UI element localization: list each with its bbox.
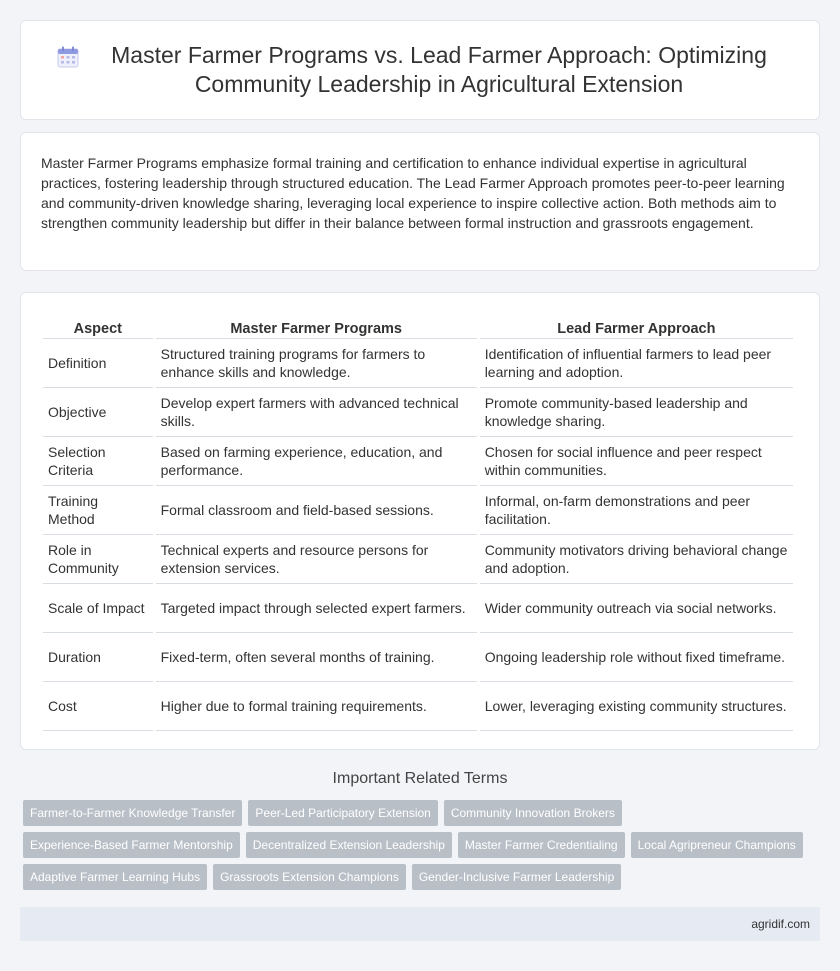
related-term-tag[interactable]: Decentralized Extension Leadership [246, 832, 452, 858]
table-row [43, 633, 793, 682]
row-lead-value: Lower, leveraging existing community structures. [480, 682, 793, 731]
header-master-farmer: Master Farmer Programs [156, 311, 477, 339]
related-terms-tags [20, 800, 810, 890]
intro-paragraph: Master Farmer Programs emphasize formal training and certification to enhance individual expertise in agricultural practices, fostering leadership through structured education. The Lead Farmer Approach promotes peer-to-peer learning and community-driven knowledge sharing, leveraging local experience to inspire collective action. Both methods aim to strengthen community leadership but differ in their balance between formal instruction and grassroots engagement. [41, 155, 785, 231]
row-master-value: Higher due to formal training requirements. [156, 682, 477, 731]
row-master-value: Targeted impact through selected expert farmers. [156, 584, 477, 633]
related-term-tag[interactable]: Community Innovation Brokers [444, 800, 622, 826]
related-term-tag[interactable]: Experience-Based Farmer Mentorship [23, 832, 240, 858]
row-master-value: Technical experts and resource persons for extension services. [156, 535, 477, 584]
related-term-tag[interactable]: Farmer-to-Farmer Knowledge Transfer [23, 800, 242, 826]
row-lead-value: Informal, on-farm demonstrations and peer facilitation. [480, 486, 793, 535]
header-aspect: Aspect [43, 311, 153, 339]
row-aspect: Objective [43, 388, 153, 437]
page-title: Master Farmer Programs vs. Lead Farmer Approach: Optimizing Community Leadership in Agricultural Extension [111, 42, 767, 97]
related-term-tag[interactable]: Master Farmer Credentialing [458, 832, 625, 858]
table-row [43, 535, 793, 584]
calendar-icon [56, 45, 80, 74]
row-master-value: Fixed-term, often several months of training. [156, 633, 477, 682]
row-aspect: Selection Criteria [43, 437, 153, 486]
related-term-tag[interactable]: Grassroots Extension Champions [213, 864, 406, 890]
related-terms-title: Important Related Terms [332, 770, 508, 787]
row-lead-value: Ongoing leadership role without fixed timeframe. [480, 633, 793, 682]
footer-site-link[interactable]: agridif.com [751, 917, 810, 931]
row-aspect: Scale of Impact [43, 584, 153, 633]
related-term-tag[interactable]: Peer-Led Participatory Extension [248, 800, 437, 826]
table-row [43, 682, 793, 731]
row-aspect: Training Method [43, 486, 153, 535]
row-master-value: Develop expert farmers with advanced technical skills. [156, 388, 477, 437]
related-term-tag[interactable]: Adaptive Farmer Learning Hubs [23, 864, 207, 890]
related-term-tag[interactable]: Gender-Inclusive Farmer Leadership [412, 864, 621, 890]
row-aspect: Definition [43, 339, 153, 388]
row-aspect: Duration [43, 633, 153, 682]
row-aspect: Cost [43, 682, 153, 731]
intro-card [20, 132, 820, 271]
footer [20, 907, 820, 941]
table-row [43, 339, 793, 388]
row-aspect: Role in Community [43, 535, 153, 584]
related-terms-section [20, 770, 820, 890]
table-row [43, 437, 793, 486]
row-master-value: Formal classroom and field-based sessions. [156, 486, 477, 535]
comparison-table [40, 311, 796, 731]
row-master-value: Structured training programs for farmers to enhance skills and knowledge. [156, 339, 477, 388]
row-master-value: Based on farming experience, education, and performance. [156, 437, 477, 486]
row-lead-value: Identification of influential farmers to lead peer learning and adoption. [480, 339, 793, 388]
table-header-row [43, 311, 793, 339]
comparison-card [20, 292, 820, 750]
header-lead-farmer: Lead Farmer Approach [480, 311, 793, 339]
row-lead-value: Wider community outreach via social networks. [480, 584, 793, 633]
title-card [20, 20, 820, 120]
table-row [43, 584, 793, 633]
row-lead-value: Promote community-based leadership and knowledge sharing. [480, 388, 793, 437]
row-lead-value: Community motivators driving behavioral change and adoption. [480, 535, 793, 584]
table-row [43, 388, 793, 437]
row-lead-value: Chosen for social influence and peer respect within communities. [480, 437, 793, 486]
table-row [43, 486, 793, 535]
related-term-tag[interactable]: Local Agripreneur Champions [631, 832, 803, 858]
